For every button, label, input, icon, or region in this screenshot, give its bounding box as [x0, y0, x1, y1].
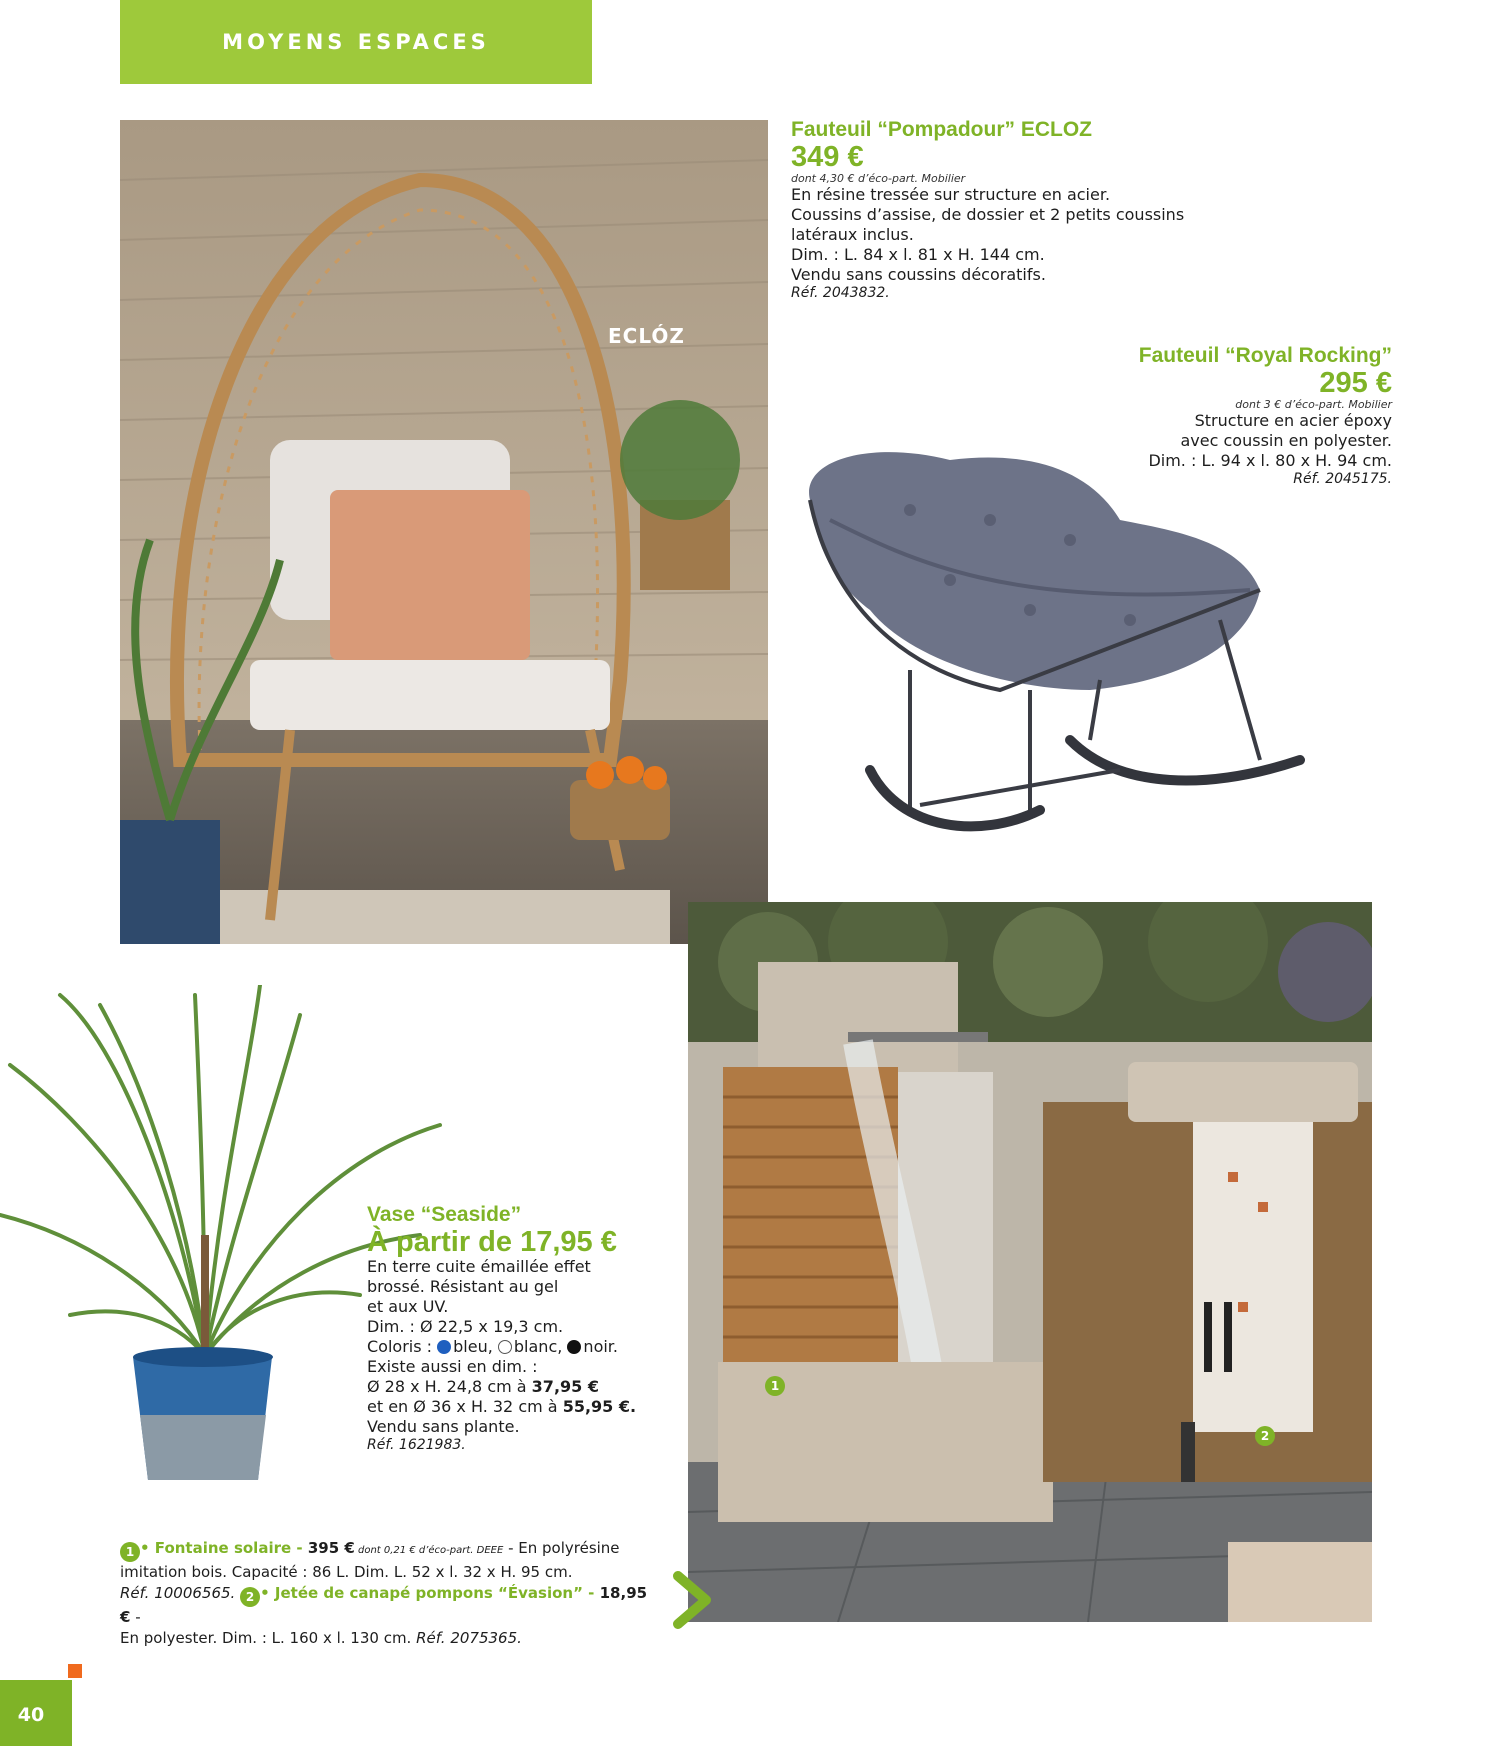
footnote-line: [120, 1583, 660, 1628]
size-option-price: 55,95 €.: [562, 1397, 637, 1416]
footnote-badge: 2: [240, 1587, 260, 1607]
size-option: [367, 1397, 667, 1417]
product-pompadour: [791, 118, 1251, 301]
product-description: Existe aussi en dim. :: [367, 1357, 538, 1376]
color-name-white: blanc,: [513, 1337, 563, 1356]
color-label: Coloris :: [367, 1337, 433, 1356]
product-description: Structure en acier époxy: [1194, 411, 1392, 430]
footnote-desc: En polyester. Dim. : L. 160 x l. 130 cm.: [120, 1629, 417, 1647]
product-reference: Réf. 1621983.: [367, 1437, 466, 1453]
product-description: et aux UV.: [367, 1297, 449, 1316]
photo-pompadour-scene: [120, 120, 768, 944]
page-number: 40: [17, 1704, 45, 1726]
size-option: [367, 1377, 667, 1397]
product-description: avec coussin en polyester.: [1180, 431, 1392, 450]
color-swatch-white: [498, 1340, 512, 1354]
page-corner-accent: [68, 1664, 82, 1678]
product-dimensions: Dim. : Ø 22,5 x 19,3 cm.: [367, 1317, 564, 1336]
brand-watermark: ECLÓZ: [608, 324, 685, 348]
product-dimensions: Dim. : L. 84 x l. 81 x H. 144 cm.: [791, 245, 1045, 264]
product-reference: Réf. 2043832.: [791, 285, 890, 301]
product-description: brossé. Résistant au gel: [367, 1277, 559, 1296]
color-name-black: noir.: [583, 1337, 618, 1356]
product-reference: Réf. 2045175.: [1293, 471, 1392, 487]
footnote-line: imitation bois. Capacité : 86 L. Dim. L. 52 x l. 32 x H. 95 cm.: [120, 1563, 573, 1581]
section-header: [120, 0, 592, 84]
footnote-item-name: • Jetée de canapé pompons “Évasion” -: [260, 1584, 600, 1602]
product-description: En terre cuite émaillée effet: [367, 1257, 591, 1276]
size-option-text: Ø 28 x H. 24,8 cm à: [367, 1377, 532, 1396]
footnote-line: [120, 1538, 660, 1562]
page-number-tab: [0, 1680, 72, 1746]
footnote-accessories: [120, 1538, 660, 1649]
footnote-line: [120, 1628, 660, 1649]
footnote-eco: dont 0,21 € d’éco-part. DEEE: [354, 1545, 504, 1556]
photo-fountain-scene: [688, 902, 1372, 1622]
product-description: Vendu sans plante.: [367, 1417, 520, 1436]
footnote-badge: 1: [120, 1542, 140, 1562]
product-name: Fauteuil “Pompadour” ECLOZ: [791, 118, 1093, 141]
product-price: 295 €: [1319, 367, 1392, 399]
section-title: MOYENS ESPACES: [222, 30, 490, 54]
footnote-item-price: 395 €: [307, 1539, 355, 1557]
product-description: Coussins d’assise, de dossier et 2 petits coussins: [791, 205, 1185, 224]
color-options: [367, 1337, 667, 1357]
product-description: latéraux inclus.: [791, 225, 914, 244]
product-description: En résine tressée sur structure en acier.: [791, 185, 1111, 204]
royal-rocking-chair-image: [790, 440, 1310, 860]
product-dimensions: Dim. : L. 94 x l. 80 x H. 94 cm.: [1148, 451, 1392, 470]
product-description: Vendu sans coussins décoratifs.: [791, 265, 1046, 284]
chevron-right-icon[interactable]: [672, 1570, 716, 1630]
product-price: À partir de 17,95 €: [367, 1226, 617, 1258]
eco-participation: dont 4,30 € d’éco-part. Mobilier: [791, 172, 966, 185]
footnote-desc: -: [130, 1608, 141, 1626]
footnote-item-name: • Fontaine solaire -: [140, 1539, 308, 1557]
footnote-ref: Réf. 10006565.: [120, 1584, 236, 1602]
footnote-desc: - En polyrésine: [503, 1539, 620, 1557]
size-option-price: 37,95 €: [531, 1377, 599, 1396]
size-option-text: et en Ø 36 x H. 32 cm à: [367, 1397, 563, 1416]
callout-badge-throw: 2: [1255, 1426, 1275, 1446]
product-price: 349 €: [791, 141, 864, 173]
color-name-blue: bleu,: [453, 1337, 493, 1356]
product-name: Vase “Seaside”: [367, 1203, 522, 1226]
eco-participation: dont 3 € d’éco-part. Mobilier: [1235, 398, 1392, 411]
footnote-item-price: 18,95 €: [120, 1584, 648, 1626]
fountain-scene-illustration: [688, 902, 1372, 1622]
color-swatch-blue: [437, 1340, 451, 1354]
product-name: Fauteuil “Royal Rocking”: [1138, 344, 1392, 367]
color-swatch-black: [567, 1340, 581, 1354]
pompadour-scene-illustration: [120, 120, 768, 944]
footnote-ref: Réf. 2075365.: [416, 1629, 522, 1647]
callout-badge-fountain: 1: [765, 1376, 785, 1396]
product-vase-seaside: [367, 1203, 667, 1453]
